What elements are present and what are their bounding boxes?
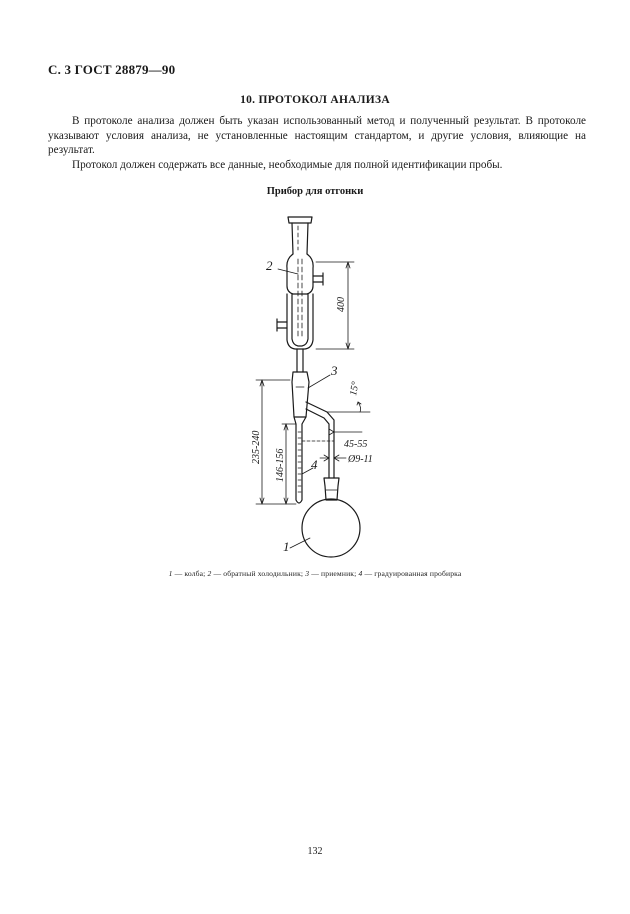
page-number: 132	[307, 846, 323, 857]
receiver-cone	[292, 372, 309, 417]
figure-title: Прибор для отгонки	[266, 186, 364, 197]
condenser-nozzle-lower	[277, 319, 287, 331]
graduated-tube	[294, 417, 306, 503]
section-title: 10. ПРОТОКОЛ АНАЛИЗА	[240, 94, 390, 106]
paragraph: Протокол должен содержать все данные, необходимые для полной идентификации пробы.	[72, 158, 503, 171]
running-header: С. 3 ГОСТ 28879—90	[48, 62, 176, 77]
callout-1: 1	[283, 539, 290, 554]
condenser-jacket	[292, 294, 308, 346]
dim-146-156: 146-156	[275, 448, 286, 482]
caption-text: — приемник;	[309, 569, 359, 578]
callout-4: 4	[311, 457, 318, 472]
paragraph: В протоколе анализа должен быть указан использованный метод и полученный результат. В протоколе указывают условия анализа, не установленные настоящим стандартом, и другие условия, влияющие на результат.	[48, 115, 586, 157]
caption-text: — градуированная пробирка	[362, 569, 462, 578]
callout-2: 2	[266, 258, 273, 273]
caption-text: — обратный холодильник;	[211, 569, 306, 578]
callout-3: 3	[331, 363, 338, 378]
condenser-top-tube-right	[307, 223, 308, 254]
condenser-cap	[288, 217, 312, 223]
caption-num: 3	[305, 569, 310, 578]
dim-235-240: 235-240	[251, 430, 262, 464]
caption-num: 1	[168, 569, 173, 578]
condenser-upper-bulb	[287, 254, 313, 294]
condenser-top-tube-left	[292, 223, 293, 254]
figure-caption	[0, 569, 630, 578]
dim-diameter: Ø9-11	[348, 454, 373, 465]
section-body	[48, 114, 586, 172]
caption-text: — колба;	[172, 569, 208, 578]
dim-400: 400	[336, 297, 347, 312]
condenser-nozzle-upper	[313, 273, 323, 285]
flask-neck	[324, 478, 339, 500]
caption-num: 2	[207, 569, 212, 578]
caption-num: 4	[358, 569, 363, 578]
dim-angle: 15°	[348, 380, 362, 397]
distillation-apparatus-figure	[230, 212, 400, 564]
dim-45-55: 45-55	[344, 439, 368, 450]
flask	[302, 499, 360, 557]
apparatus-drawing	[230, 212, 400, 564]
